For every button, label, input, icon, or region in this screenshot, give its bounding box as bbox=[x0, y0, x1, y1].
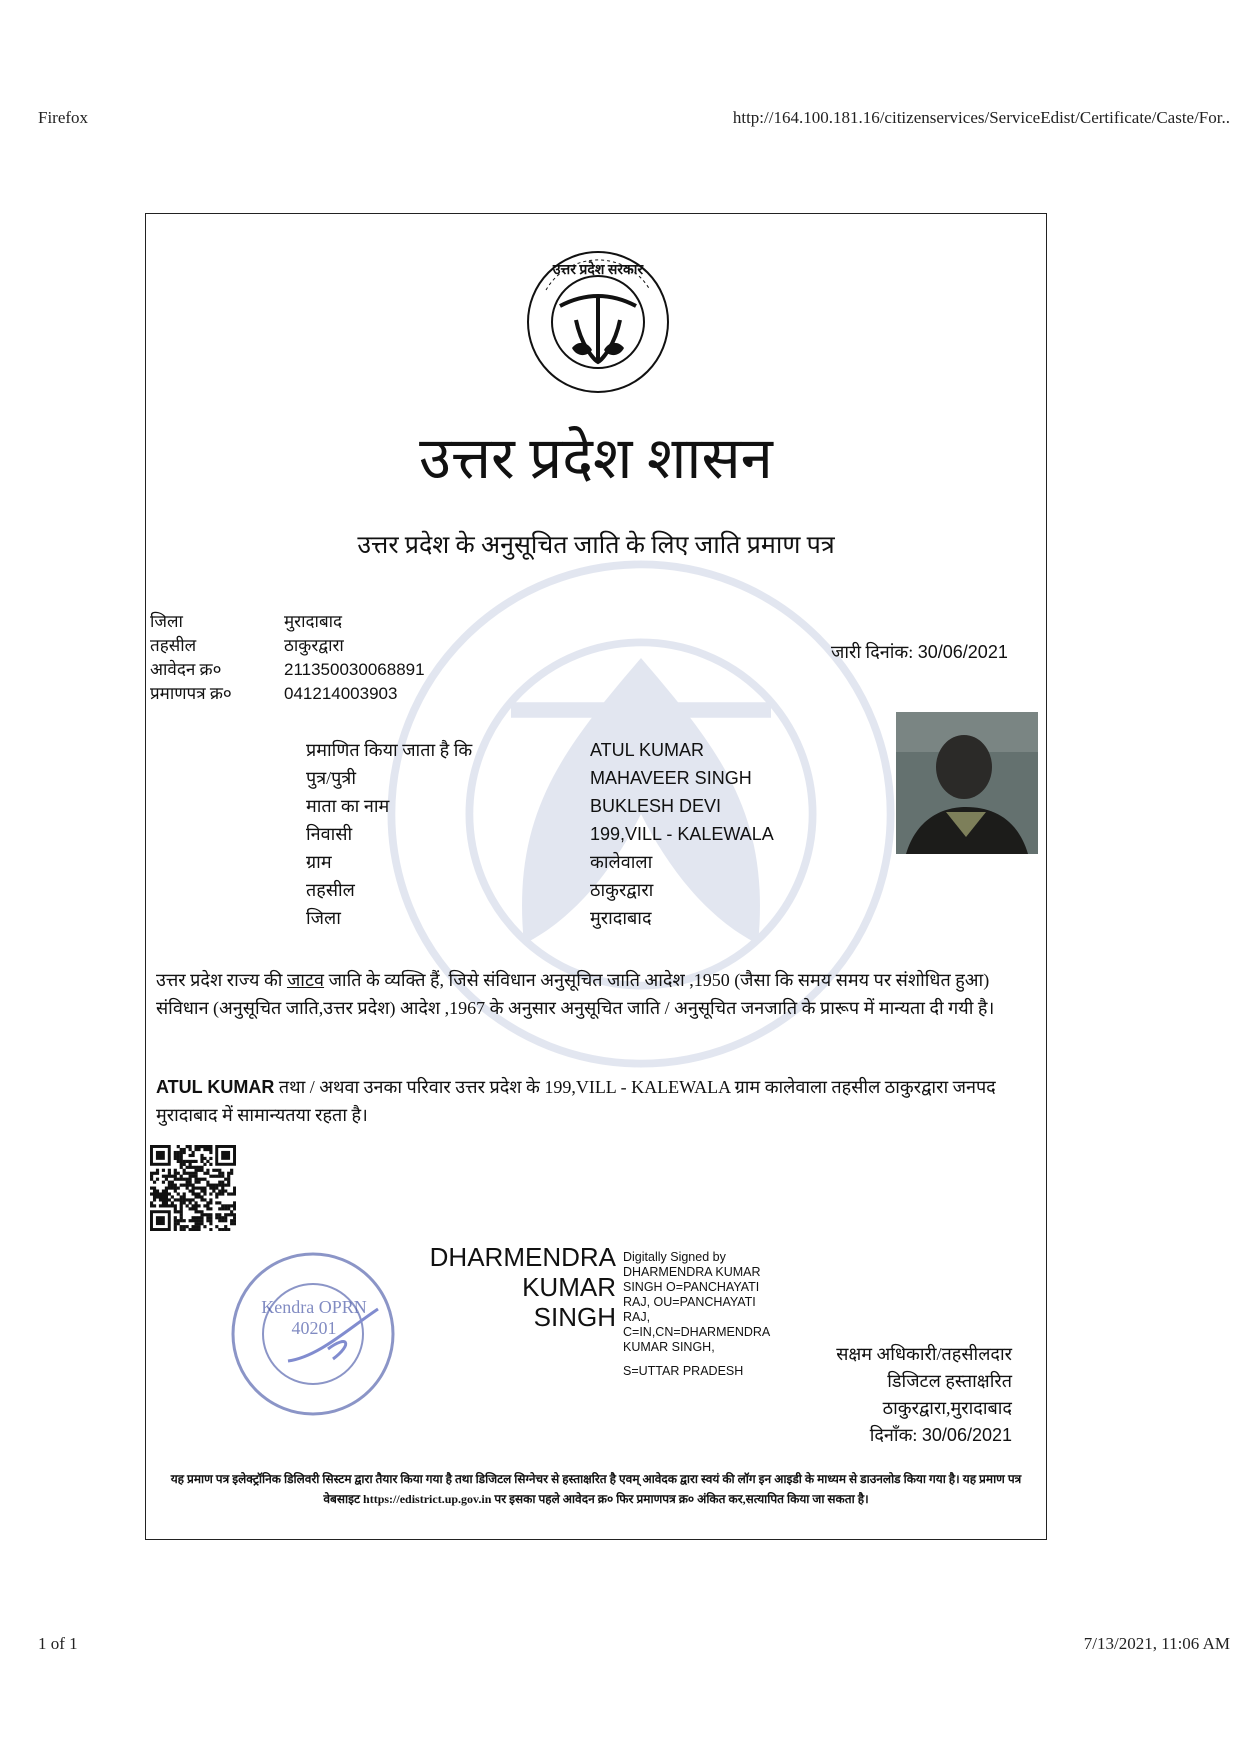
meta-label: आवेदन क्र० bbox=[150, 660, 222, 679]
certificate-footer-note: यह प्रमाण पत्र इलेक्ट्रॉनिक डिलिवरी सिस्टम द्वारा तैयार किया गया है तथा डिजिटल सिग्नेचर से हस्ताक्षरित है एवम् आवेदक द्वारा स्वयं की लॉग इन आइडी के माध्यम से डाउनलोड किया गया है। यह प्रमाण पत्र वेबसाइट https://edistrict.up.gov.in पर इसका पहले आवेदन क्र० फिर प्रमाणपत्र क्र० अंकित कर,सत्यापित किया जा सकता है। bbox=[170, 1472, 1022, 1506]
detail-row bbox=[306, 736, 774, 764]
person-photo-icon bbox=[896, 712, 1038, 854]
para-text: तथा / अथवा उनका परिवार उत्तर प्रदेश के 199,VILL - KALEWALA ग्राम कालेवाला तहसील ठाकुरद्वारा जनपद मुरादाबाद में सामान्यतया रहता है। bbox=[156, 1077, 996, 1125]
meta-label: जिला bbox=[150, 612, 183, 631]
certificate-title: उत्तर प्रदेश शासन bbox=[419, 426, 773, 491]
meta-row bbox=[150, 610, 425, 634]
residence-paragraph bbox=[156, 1073, 1036, 1129]
signature-detail-line: S=UTTAR PRADESH bbox=[623, 1364, 744, 1378]
signature-details bbox=[623, 1250, 770, 1379]
caste-certificate bbox=[145, 213, 1047, 1540]
issue-date: 30/06/2021 bbox=[917, 642, 1008, 662]
residence: 199,VILL - KALEWALA bbox=[590, 824, 774, 844]
applicant-name: ATUL KUMAR bbox=[590, 740, 705, 760]
issue-date-line bbox=[831, 640, 1008, 664]
officer-signed: डिजिटल हस्ताक्षरित bbox=[887, 1371, 1012, 1391]
village: कालेवाला bbox=[590, 852, 653, 872]
certificate-number: 041214003903 bbox=[284, 684, 398, 703]
certificate-subtitle: उत्तर प्रदेश के अनुसूचित जाति के लिए जाति प्रमाण पत्र bbox=[357, 532, 835, 559]
application-number: 211350030068891 bbox=[284, 660, 425, 679]
detail-row bbox=[306, 764, 774, 792]
signer-name-line: DHARMENDRA bbox=[429, 1242, 616, 1272]
detail-label: पुत्र/पुत्री bbox=[306, 768, 356, 788]
mother-name: BUKLESH DEVI bbox=[590, 796, 722, 816]
signature-detail-line: SINGH O=PANCHAYATI bbox=[623, 1280, 760, 1294]
tehsil: ठाकुरद्वारा bbox=[590, 880, 654, 900]
officer-date-line bbox=[836, 1422, 1012, 1449]
officer-date: 30/06/2021 bbox=[921, 1425, 1012, 1445]
seal-caption: उत्तर प्रदेश सरकार bbox=[552, 263, 644, 278]
meta-value: ठाकुरद्वारा bbox=[284, 636, 344, 655]
meta-row bbox=[150, 682, 425, 706]
detail-label: माता का नाम bbox=[306, 796, 390, 816]
meta-row bbox=[150, 658, 425, 682]
certification-paragraph bbox=[156, 966, 1036, 1022]
signer-name-line: KUMAR bbox=[522, 1272, 616, 1302]
signature-detail-line: C=IN,CN=DHARMENDRA bbox=[623, 1325, 771, 1339]
officer-date-label: दिनाँक: bbox=[869, 1425, 918, 1445]
signer-name bbox=[430, 1242, 616, 1332]
detail-row bbox=[306, 876, 774, 904]
meta-label: प्रमाणपत्र क्र० bbox=[150, 684, 232, 703]
browser-name: Firefox bbox=[38, 108, 89, 127]
applicant-name-bold: ATUL KUMAR bbox=[156, 1077, 275, 1097]
detail-row bbox=[306, 820, 774, 848]
page-url: http://164.100.181.16/citizenservices/ServiceEdist/Certificate/Caste/For.. bbox=[732, 108, 1230, 127]
details-block bbox=[306, 736, 774, 932]
print-datetime: 7/13/2021, 11:06 AM bbox=[1083, 1634, 1230, 1653]
detail-label: जिला bbox=[306, 908, 341, 928]
meta-value: मुरादाबाद bbox=[284, 612, 343, 631]
detail-row bbox=[306, 792, 774, 820]
detail-label: तहसील bbox=[306, 880, 355, 900]
stamp-text: Kendra OPRN 40201 bbox=[261, 1297, 367, 1338]
signature-detail-line: KUMAR SINGH, bbox=[623, 1340, 715, 1354]
caste-name: जाटव bbox=[286, 970, 325, 990]
signature-detail-line: DHARMENDRA KUMAR bbox=[623, 1265, 761, 1279]
signature-detail-line: RAJ, bbox=[623, 1310, 651, 1324]
meta-block bbox=[150, 610, 425, 706]
detail-label: ग्राम bbox=[306, 852, 332, 872]
signature-detail-spacer bbox=[623, 1355, 770, 1364]
applicant-photo bbox=[896, 712, 1038, 854]
officer-block bbox=[836, 1341, 1012, 1449]
signer-name-line: SINGH bbox=[533, 1302, 616, 1332]
detail-row bbox=[306, 904, 774, 932]
officer-title: सक्षम अधिकारी/तहसीलदार bbox=[836, 1344, 1012, 1364]
meta-label: तहसील bbox=[150, 636, 197, 655]
father-name: MAHAVEER SINGH bbox=[590, 768, 752, 788]
detail-label: प्रमाणित किया जाता है कि bbox=[306, 740, 473, 760]
page-counter: 1 of 1 bbox=[38, 1634, 78, 1653]
meta-row bbox=[150, 634, 425, 658]
para-text: जाति के व्यक्ति हैं, जिसे संविधान अनुसूचित जाति आदेश ,1950 (जैसा कि समय समय पर संशोधित हुआ) संविधान (अनुसूचित जाति,उत्तर प्रदेश) आदेश ,1967 के अनुसार अनुसूचित जाति / अनुसूचित जनजाति के प्रारूप में मान्यता दी गयी है। bbox=[156, 970, 995, 1018]
issue-date-label: जारी दिनांक: bbox=[831, 642, 914, 662]
qr-code-icon bbox=[150, 1145, 236, 1231]
signature-detail-line: Digitally Signed by bbox=[623, 1250, 726, 1264]
detail-row bbox=[306, 848, 774, 876]
officer-location: ठाकुरद्वारा,मुरादाबाद bbox=[882, 1398, 1012, 1418]
detail-label: निवासी bbox=[306, 824, 353, 844]
district: मुरादाबाद bbox=[590, 908, 652, 928]
signature-detail-line: RAJ, OU=PANCHAYATI bbox=[623, 1295, 756, 1309]
para-text: उत्तर प्रदेश राज्य की bbox=[156, 970, 287, 990]
